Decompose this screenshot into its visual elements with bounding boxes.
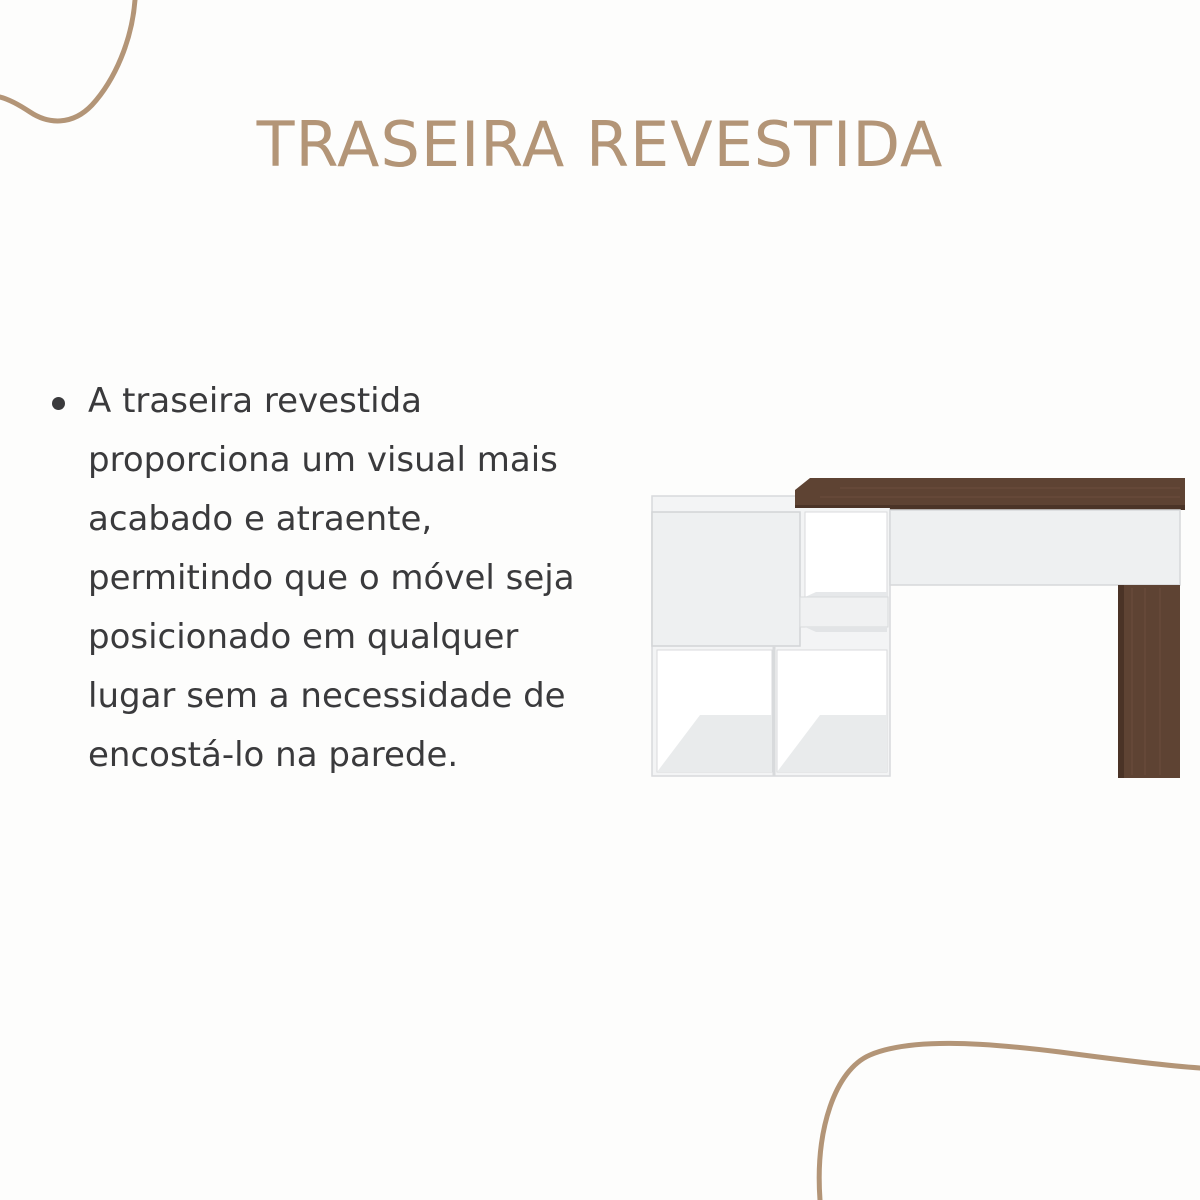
middle-shelf-top <box>805 627 887 632</box>
curve-bottom-right-line <box>819 1043 1200 1200</box>
desk-leg <box>1118 585 1180 778</box>
page-title: TRASEIRA REVESTIDA <box>256 108 944 181</box>
cubby-top-right <box>805 512 887 597</box>
bullet-text: A traseira revestida proporciona um visual mais acabado e atraente, permitindo que o móvel seja posicionado em qualquer lugar sem a necessidade de encostá-lo na parede. <box>88 381 575 775</box>
bullet-dot-icon <box>52 397 65 410</box>
desk-product-image <box>640 470 1185 790</box>
bookcase-middle-shelf <box>800 597 888 627</box>
bookcase-module <box>652 496 890 776</box>
desk-apron <box>890 510 1180 585</box>
bullet-item <box>52 372 612 785</box>
bookcase-door <box>652 512 800 646</box>
curve-top-left-line <box>0 0 135 121</box>
cubby-top-right-shelf <box>805 592 887 597</box>
desk-leg-side <box>1118 585 1124 778</box>
